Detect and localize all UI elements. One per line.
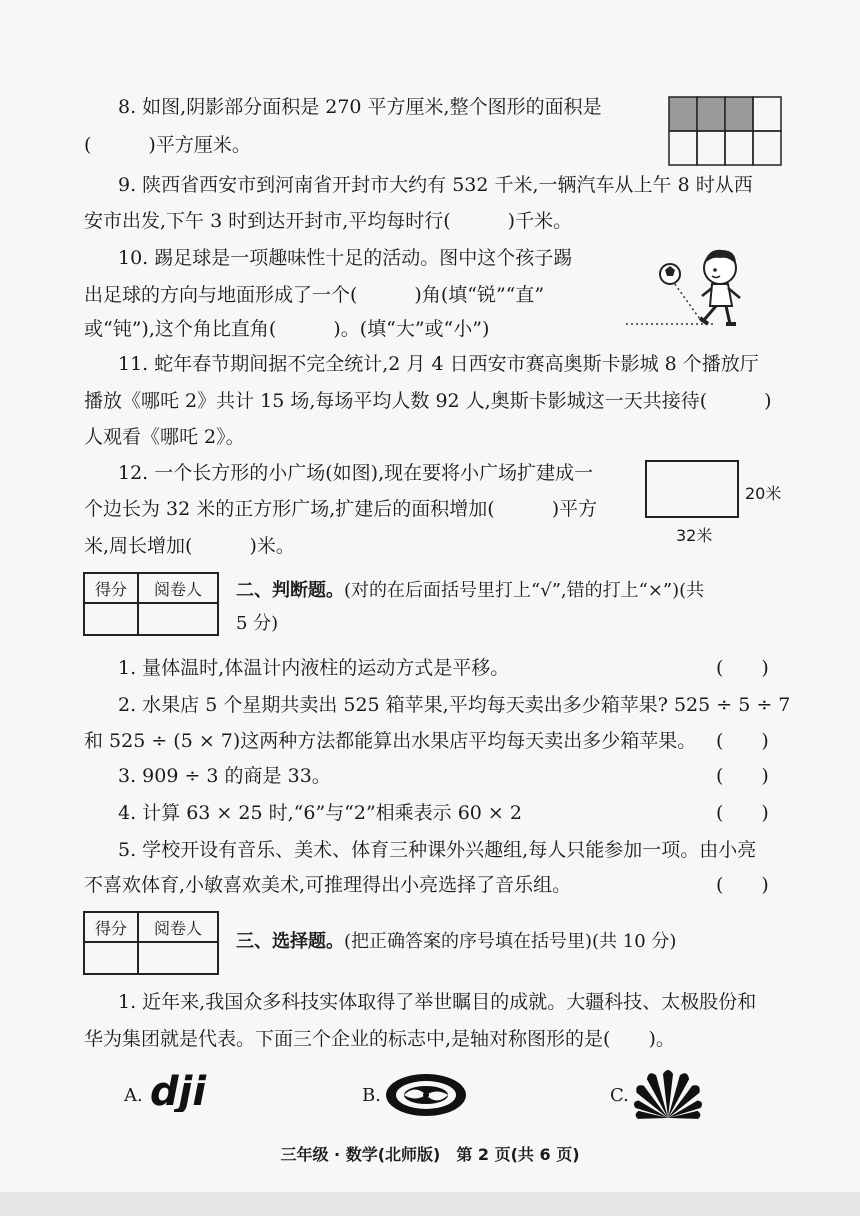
q8-grid-figure: [668, 96, 782, 166]
judge-answer-3[interactable]: ( ): [716, 765, 769, 787]
soccer-kid-illustration: [624, 238, 752, 330]
judge-answer-1[interactable]: ( ): [716, 657, 769, 679]
bottom-scan-edge: [0, 1192, 860, 1216]
page-footer: 三年级 · 数学(北师版) 第 2 页(共 6 页): [280, 1145, 580, 1164]
taiji-logo[interactable]: [384, 1072, 468, 1118]
q8-line1: 8. 如图,阴影部分面积是 270 平方厘米,整个图形的面积是: [118, 96, 602, 118]
judge-item-5b: 不喜欢体育,小敏喜欢美术,可推理得出小亮选择了音乐组。: [84, 874, 572, 896]
judge-item-1: 1. 量体温时,体温计内液柱的运动方式是平移。: [118, 657, 510, 679]
option-b-label[interactable]: B.: [362, 1085, 381, 1106]
q10-line3: 或“钝”),这个角比直角( )。(填“大”或“小”): [84, 318, 490, 340]
q11-line1: 11. 蛇年春节期间据不完全统计,2 月 4 日西安市赛高奥斯卡影城 8 个播放厅: [118, 353, 759, 375]
huawei-logo[interactable]: [632, 1068, 704, 1120]
score-header: 得分: [84, 912, 138, 942]
grader-cell[interactable]: [138, 603, 218, 635]
choice-q1-line2: 华为集团就是代表。下面三个企业的标志中,是轴对称图形的是( )。: [84, 1028, 675, 1050]
q11-line2: 播放《哪吒 2》共计 15 场,每场平均人数 92 人,奥斯卡影城这一天共接待( ): [84, 390, 772, 412]
section3-instruction: (把正确答案的序号填在括号里)(共 10 分): [344, 931, 677, 952]
section2-score-table: [83, 572, 219, 636]
q10-line1: 10. 踢足球是一项趣味性十足的活动。图中这个孩子踢: [118, 247, 573, 269]
q12-line2: 个边长为 32 米的正方形广场,扩建后的面积增加( )平方: [84, 498, 598, 520]
dji-logo[interactable]: [148, 1072, 226, 1112]
judge-item-4: 4. 计算 63 × 25 时,“6”与“2”相乘表示 60 × 2: [118, 802, 522, 824]
judge-answer-4[interactable]: ( ): [716, 802, 769, 824]
section3-score-table: [83, 911, 219, 975]
q12-width-label: 32米: [676, 526, 713, 545]
judge-item-5a: 5. 学校开设有音乐、美术、体育三种课外兴趣组,每人只能参加一项。由小亮: [118, 839, 757, 861]
section2-title: 二、判断题。: [236, 580, 344, 601]
q11-line3: 人观看《哪吒 2》。: [84, 426, 245, 448]
option-c-label[interactable]: C.: [610, 1085, 629, 1106]
section3-title: 三、选择题。: [236, 931, 344, 952]
dji-logo-text: dji: [150, 1072, 207, 1112]
option-a-label[interactable]: A.: [124, 1085, 143, 1106]
q9-line2: 安市出发,下午 3 时到达开封市,平均每时行( )千米。: [84, 210, 573, 232]
judge-item-2b: 和 525 ÷ (5 × 7)这两种方法都能算出水果店平均每天卖出多少箱苹果。: [84, 730, 697, 752]
q10-line2: 出足球的方向与地面形成了一个( )角(填“锐”“直”: [84, 284, 545, 306]
dji-logo-mark: [148, 1072, 226, 1112]
q9-line1: 9. 陕西省西安市到河南省开封市大约有 532 千米,一辆汽车从上午 8 时从西: [118, 174, 753, 196]
section2-heading: [236, 582, 704, 600]
q12-line3: 米,周长增加( )米。: [84, 535, 295, 557]
judge-answer-5[interactable]: ( ): [716, 874, 769, 896]
q8-line2: ( )平方厘米。: [84, 134, 251, 156]
score-cell[interactable]: [84, 942, 138, 974]
score-cell[interactable]: [84, 603, 138, 635]
score-header: 得分: [84, 573, 138, 603]
grader-cell[interactable]: [138, 942, 218, 974]
choice-q1-line1: 1. 近年来,我国众多科技实体取得了举世瞩目的成就。大疆科技、太极股份和: [118, 991, 757, 1013]
q12-height-label: 20米: [745, 484, 782, 503]
q12-line1: 12. 一个长方形的小广场(如图),现在要将小广场扩建成一: [118, 462, 594, 484]
section2-instruction-cont: 5 分): [236, 613, 279, 634]
grader-header: 阅卷人: [138, 573, 218, 603]
section3-heading: [236, 933, 676, 951]
judge-answer-2[interactable]: ( ): [716, 730, 769, 752]
q12-rectangle-figure: [645, 460, 739, 518]
judge-item-3: 3. 909 ÷ 3 的商是 33。: [118, 765, 331, 787]
judge-item-2a: 2. 水果店 5 个星期共卖出 525 箱苹果,平均每天卖出多少箱苹果? 525 ÷ 5 ÷ 7: [118, 694, 791, 716]
section2-instruction: (对的在后面括号里打上“√”,错的打上“×”)(共: [344, 580, 705, 601]
grader-header: 阅卷人: [138, 912, 218, 942]
